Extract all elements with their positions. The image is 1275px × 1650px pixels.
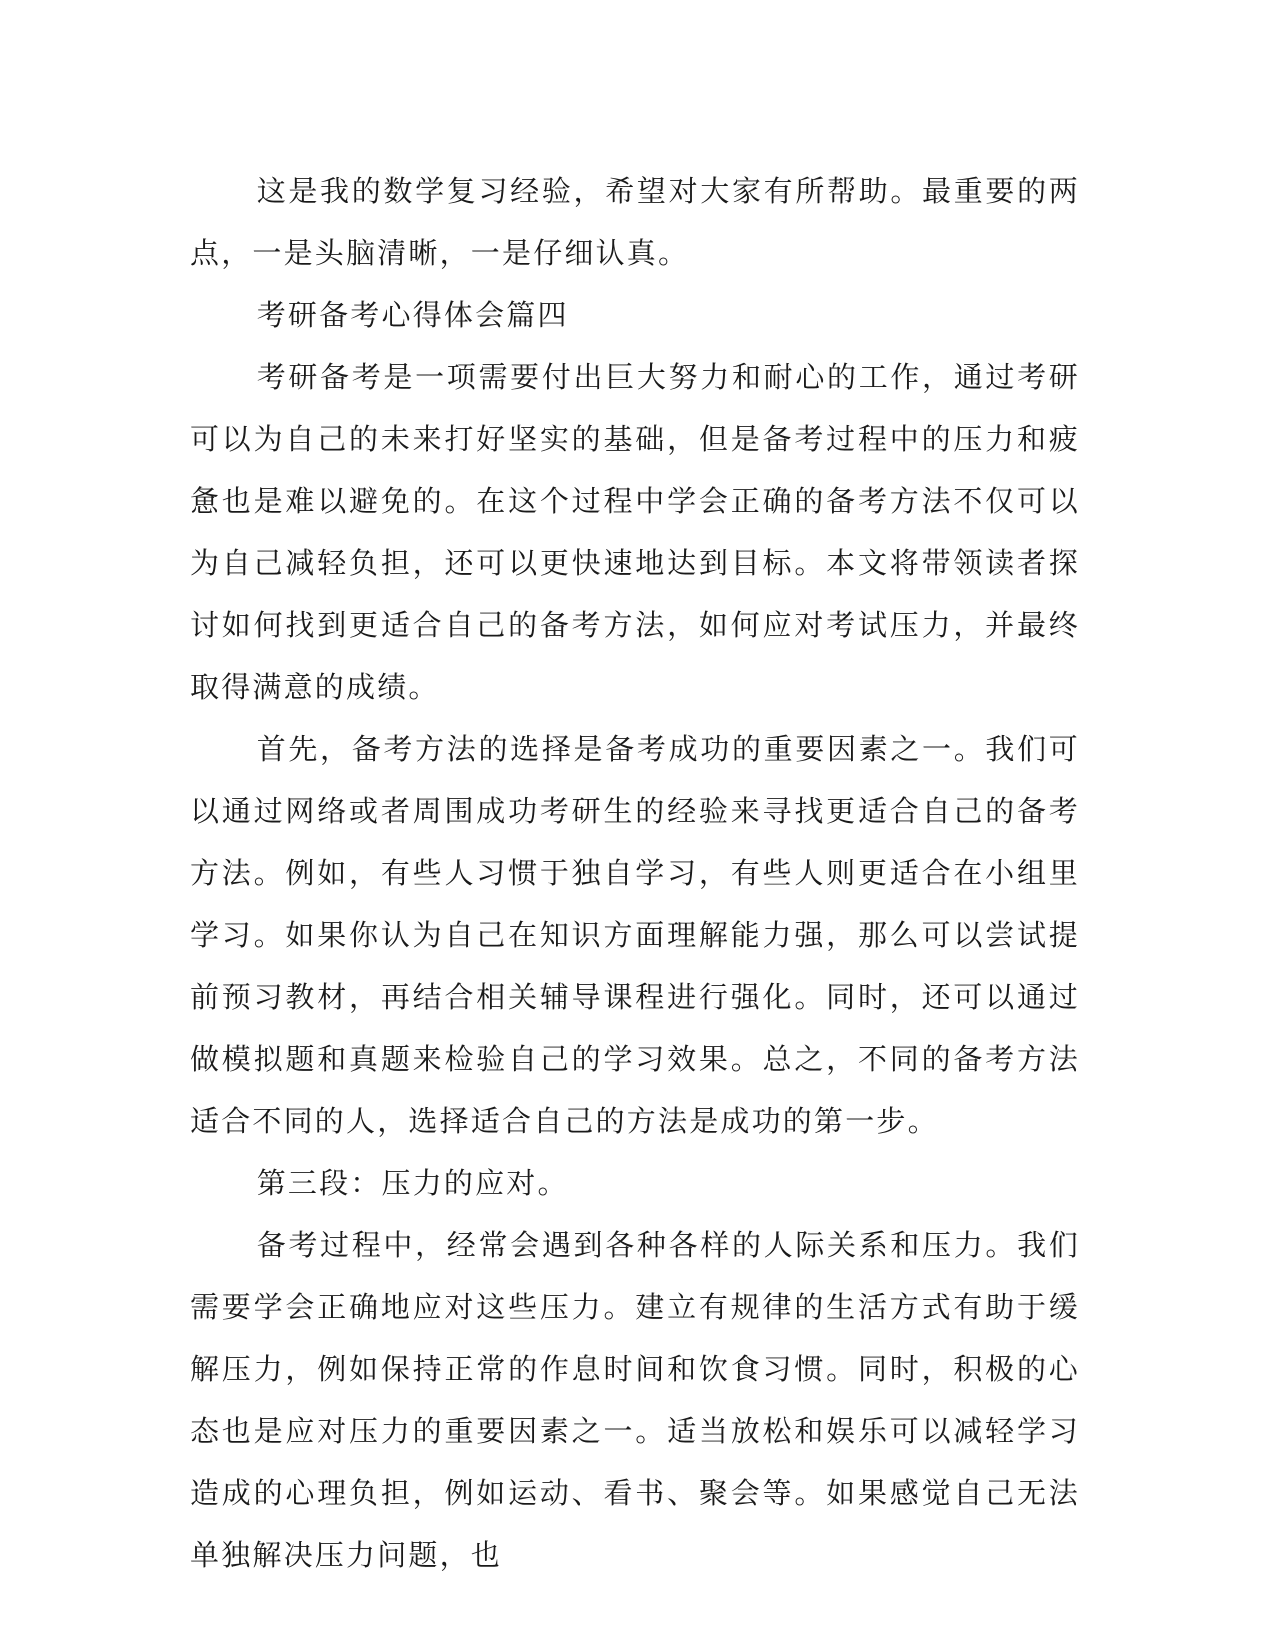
paragraph-study-methods: 首先，备考方法的选择是备考成功的重要因素之一。我们可以通过网络或者周围成功考研生的经验来寻找更适合自己的备考方法。例如，有些人习惯于独自学习，有些人则更适合在小组里学习。如果你认为自己在知识方面理解能力强，那么可以尝试提前预习教材，再结合相关辅导课程进行强化。同时，还可以通过做模拟题和真题来检验自己的学习效果。总之，不同的备考方法适合不同的人，选择适合自己的方法是成功的第一步。	[190, 732, 1080, 1138]
paragraph-stress-coping: 备考过程中，经常会遇到各种各样的人际关系和压力。我们需要学会正确地应对这些压力。建立有规律的生活方式有助于缓解压力，例如保持正常的作息时间和饮食习惯。同时，积极的心态也是应对压力的重要因素之一。适当放松和娱乐可以减轻学习造成的心理负担，例如运动、看书、聚会等。如果感觉自己无法单独解决压力问题，也	[190, 1228, 1080, 1572]
section-title-part-four: 考研备考心得体会篇四	[256, 298, 569, 332]
paragraph-math-review: 这是我的数学复习经验，希望对大家有所帮助。最重要的两点，一是头脑清晰，一是仔细认真。	[190, 174, 1080, 270]
section-title-stress: 第三段：压力的应对。	[256, 1166, 569, 1200]
paragraph-introduction: 考研备考是一项需要付出巨大努力和耐心的工作，通过考研可以为自己的未来打好坚实的基础，但是备考过程中的压力和疲惫也是难以避免的。在这个过程中学会正确的备考方法不仅可以为自己减轻负担，还可以更快速地达到目标。本文将带领读者探讨如何找到更适合自己的备考方法，如何应对考试压力，并最终取得满意的成绩。	[190, 360, 1080, 704]
document-page	[190, 160, 1080, 1586]
